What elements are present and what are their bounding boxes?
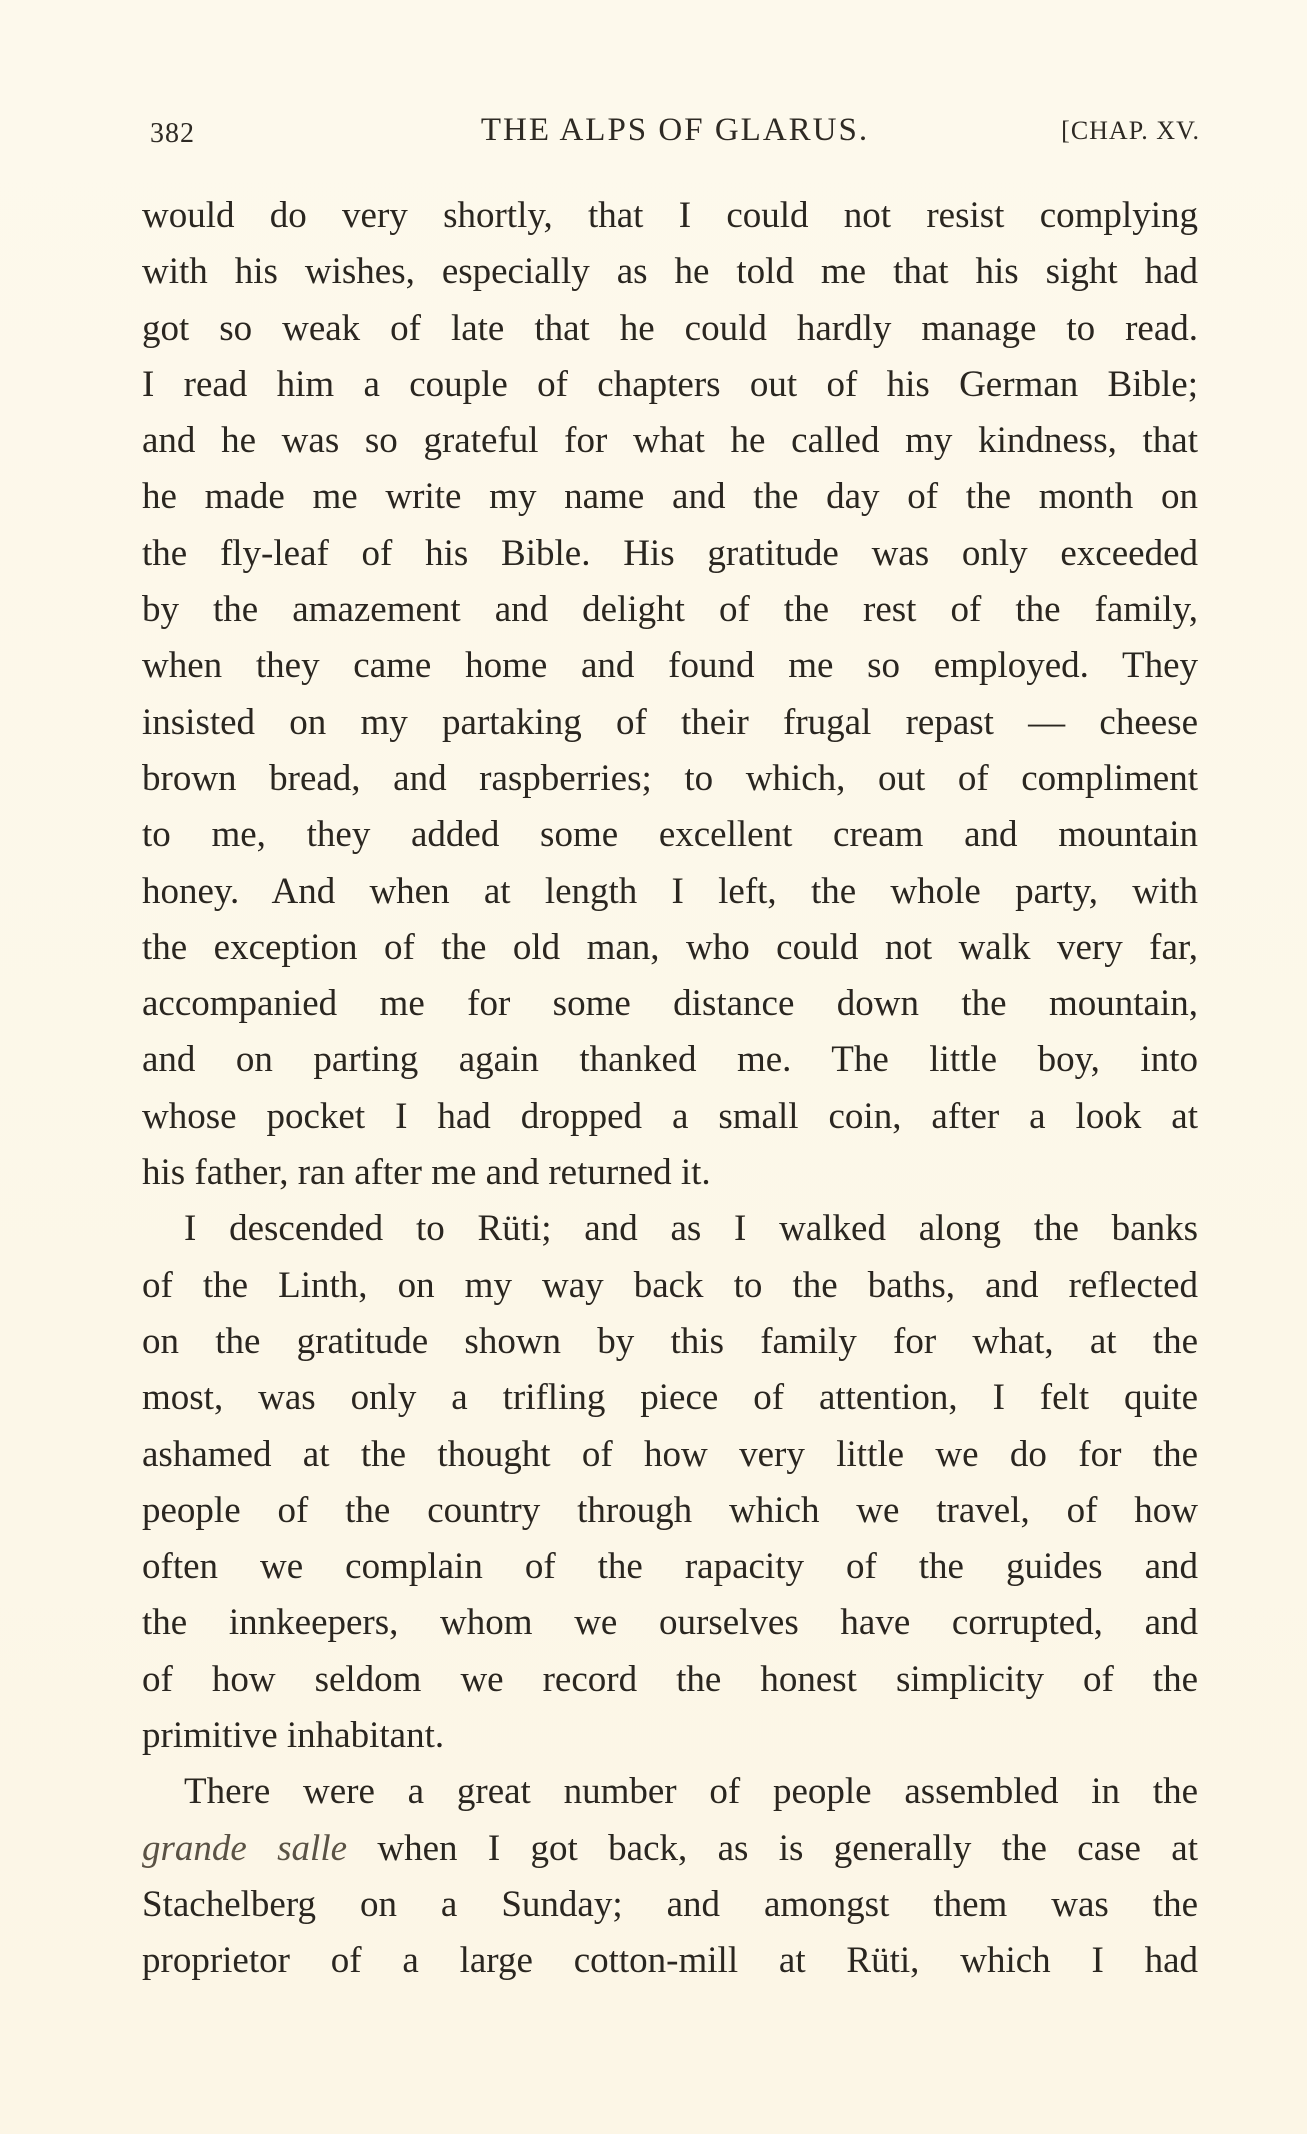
text-line-remainder: when I got back, as is generally the case at [377, 1827, 1198, 1869]
chapter-label: [CHAP. XV. [1061, 116, 1200, 145]
text-line: he made me write my name and the day of the month on [142, 476, 1198, 518]
text-line: honey. And when at length I left, the whole party, with [142, 870, 1198, 912]
text-line: would do very shortly, that I could not resist complying [142, 195, 1198, 236]
running-title: THE ALPS OF GLARUS. [480, 112, 870, 148]
text-line: I read him a couple of chapters out of his German Bible; [142, 363, 1198, 405]
text-line: the exception of the old man, who could not walk very far, [142, 926, 1198, 968]
text-line: insisted on my partaking of their frugal repast — cheese [142, 701, 1198, 743]
text-line: of how seldom we record the honest simplicity of the [142, 1658, 1198, 1700]
text-line: often we complain of the rapacity of the guides and [142, 1546, 1198, 1588]
text-line: with his wishes, especially as he told me that his sight had [142, 251, 1198, 293]
text-line: the innkeepers, whom we ourselves have corrupted, and [142, 1602, 1198, 1644]
italic-phrase: grande salle [142, 1827, 348, 1869]
text-line: of the Linth, on my way back to the baths, and reflected [142, 1264, 1198, 1306]
page-number: 382 [150, 118, 195, 149]
text-line: whose pocket I had dropped a small coin, after a look at [142, 1095, 1198, 1137]
body-text [142, 188, 1198, 1990]
text-line: to me, they added some excellent cream and mountain [142, 814, 1198, 856]
text-line: when they came home and found me so employed. They [142, 645, 1198, 687]
text-line [142, 1821, 1198, 1877]
text-line: most, was only a trifling piece of attention, I felt quite [142, 1377, 1198, 1419]
text-line: people of the country through which we travel, of how [142, 1489, 1198, 1531]
text-line: I descended to Rüti; and as I walked along the banks [184, 1208, 1198, 1250]
text-line: on the gratitude shown by this family for what, at the [142, 1320, 1198, 1362]
text-line: his father, ran after me and returned it. [142, 1152, 711, 1194]
text-line: proprietor of a large cotton-mill at Rüti, which I had [142, 1940, 1198, 1982]
text-line: Stachelberg on a Sunday; and amongst them was the [142, 1883, 1198, 1925]
text-line: and he was so grateful for what he called my kindness, that [142, 420, 1198, 462]
text-line: and on parting again thanked me. The little boy, into [142, 1039, 1198, 1081]
text-line: got so weak of late that he could hardly manage to read. [142, 307, 1198, 349]
text-line: primitive inhabitant. [142, 1715, 445, 1757]
running-header [150, 112, 1200, 156]
text-line: ashamed at the thought of how very little we do for the [142, 1433, 1198, 1475]
text-line: the fly-leaf of his Bible. His gratitude was only exceeded [142, 532, 1198, 574]
text-line: accompanied me for some distance down the mountain, [142, 983, 1198, 1025]
text-line: by the amazement and delight of the rest of the family, [142, 589, 1198, 631]
text-line: brown bread, and raspberries; to which, out of compliment [142, 757, 1198, 799]
text-line: There were a great number of people assembled in the [184, 1771, 1198, 1813]
